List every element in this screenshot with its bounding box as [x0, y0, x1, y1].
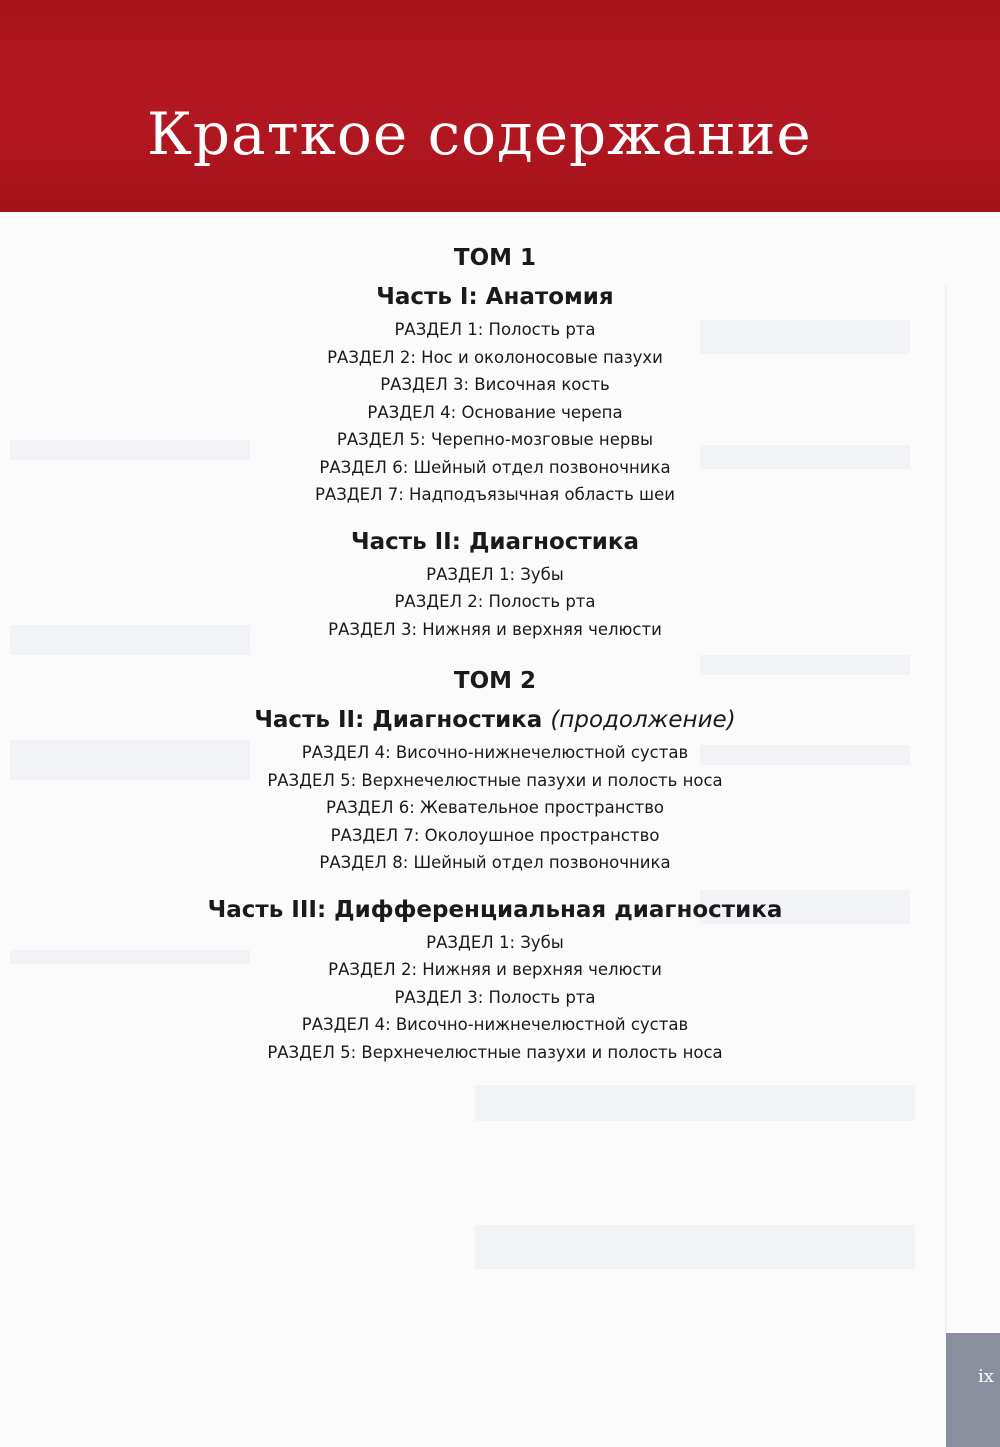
- section-entry: РАЗДЕЛ 8: Шейный отдел позвоночника: [319, 853, 671, 872]
- section-entry: РАЗДЕЛ 2: Нижняя и верхняя челюсти: [328, 960, 662, 979]
- header-banner: [0, 0, 1000, 212]
- section-entry: РАЗДЕЛ 1: Полость рта: [394, 320, 596, 339]
- part-title: Часть II: Диагностика: [351, 528, 639, 555]
- part-title: Часть III: Дифференциальная диагностика: [207, 896, 783, 923]
- section-entry: РАЗДЕЛ 6: Жевательное пространство: [325, 798, 665, 817]
- section-entry: РАЗДЕЛ 3: Височная кость: [380, 375, 610, 394]
- section-entry: РАЗДЕЛ 2: Нос и околоносовые пазухи: [327, 347, 663, 367]
- section-entry: РАЗДЕЛ 5: Верхнечелюстные пазухи и полость носа: [267, 1042, 723, 1062]
- page-number: ix: [978, 1366, 994, 1387]
- section-entry: РАЗДЕЛ 7: Околоушное пространство: [330, 825, 660, 845]
- contents-list: [0, 238, 990, 1066]
- volume-title: ТОМ 1: [453, 245, 537, 271]
- bleed-through-block: [475, 1225, 915, 1269]
- section-entry: РАЗДЕЛ 4: Височно-нижнечелюстной сустав: [301, 1015, 689, 1034]
- section-entry: РАЗДЕЛ 6: Шейный отдел позвоночника: [319, 457, 671, 477]
- section-entry: РАЗДЕЛ 3: Полость рта: [394, 987, 596, 1007]
- page-title: Краткое содержание: [147, 100, 812, 168]
- section-entry: РАЗДЕЛ 5: Верхнечелюстные пазухи и полость носа: [267, 770, 723, 790]
- bleed-through-block: [475, 1085, 915, 1121]
- part-title: Часть II: Диагностика (продолжение): [254, 707, 736, 733]
- part-title: Часть I: Анатомия: [376, 284, 614, 310]
- section-entry: РАЗДЕЛ 7: Надподъязычная область шеи: [314, 485, 676, 504]
- section-entry: РАЗДЕЛ 5: Черепно-мозговые нервы: [336, 430, 654, 449]
- page-number-tab: [946, 1333, 1000, 1447]
- section-entry: РАЗДЕЛ 1: Зубы: [426, 564, 564, 584]
- part-title-suffix: (продолжение): [550, 707, 736, 733]
- section-entry: РАЗДЕЛ 3: Нижняя и верхняя челюсти: [328, 619, 662, 639]
- section-entry: РАЗДЕЛ 4: Основание черепа: [367, 402, 623, 422]
- section-entry: РАЗДЕЛ 1: Зубы: [426, 932, 564, 952]
- section-entry: РАЗДЕЛ 4: Височно-нижнечелюстной сустав: [301, 743, 689, 762]
- section-entry: РАЗДЕЛ 2: Полость рта: [394, 592, 596, 611]
- volume-title: ТОМ 2: [453, 668, 537, 694]
